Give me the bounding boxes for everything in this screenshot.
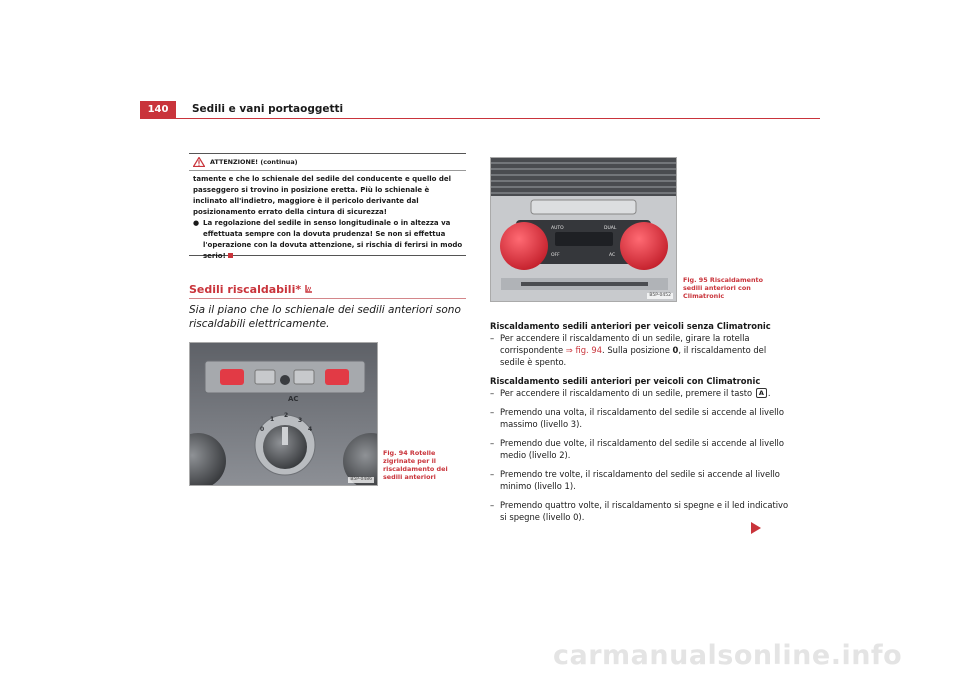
fig-94-link[interactable]: ⇒ fig. 94 xyxy=(565,345,603,355)
figure-95-code: B5P-0452 xyxy=(649,293,671,298)
figure-95-photo xyxy=(490,157,677,302)
step-dash: – xyxy=(490,438,495,448)
button-a-key: A xyxy=(756,388,767,398)
right-climatronic-knob-shape xyxy=(620,222,668,270)
figure-94-code: B5P-0486 xyxy=(350,477,372,482)
step-5 xyxy=(490,468,790,492)
warning-triangle-icon xyxy=(193,157,205,167)
bullet-icon: ● xyxy=(193,219,200,227)
left-climatronic-knob-shape xyxy=(500,222,548,270)
step-6-text: Premendo quattro volte, il riscaldamento si spegne e il led indicativo si spegne (livello 0). xyxy=(500,500,789,522)
step-1-text xyxy=(500,332,790,368)
warning-bullet-wrap xyxy=(203,218,465,262)
fig95-label-ac: AC xyxy=(609,253,616,258)
right-heat-roller-shape xyxy=(325,369,349,385)
step-dash: – xyxy=(490,407,495,417)
dial-number-3: 3 xyxy=(298,417,303,424)
end-of-warning-square-icon xyxy=(228,253,233,258)
step-1-position-zero: 0 xyxy=(672,345,679,355)
step-4 xyxy=(490,437,790,461)
warning-header-rule xyxy=(189,170,466,171)
step-dash: – xyxy=(490,469,495,479)
step-3 xyxy=(490,406,790,430)
watermark: carmanualsonline.info xyxy=(553,640,903,671)
warning-bullet: La regolazione del sedile in senso longitudinale o in altezza va effettuata sempre con la dovuta prudenza! Se non si effettua l'operazione con la dovuta attenzione, si rischia di ferirsi in modo serio! xyxy=(203,219,463,260)
warning-bullet-row xyxy=(193,218,465,262)
step-dash: – xyxy=(490,388,495,398)
step-1 xyxy=(490,332,790,368)
left-heat-roller-shape xyxy=(220,369,244,385)
step-1-part-a: Per accendere il riscaldamento di un sedile, girare la rotella corrispondente xyxy=(500,333,750,355)
figure-95-caption: Fig. 95 Riscaldamento sedili anteriori con Climatronic xyxy=(683,276,763,300)
page-header-title: Sedili e vani portaoggetti xyxy=(192,103,344,115)
heading-with-climatronic: Riscaldamento sedili anteriori per veicoli con Climatronic xyxy=(490,376,761,386)
figure-95-drawing xyxy=(491,158,677,302)
seat-heating-icon xyxy=(303,284,314,296)
section-heading-text: Sedili riscaldabili* xyxy=(189,283,302,296)
instructions xyxy=(490,320,790,523)
figure-94-caption: Fig. 94 Rotelle zigrinate per il riscaldamento dei sedili anteriori xyxy=(383,449,448,481)
figure-94-photo xyxy=(189,342,378,486)
step-4-text: Premendo due volte, il riscaldamento del sedile si accende al livello medio (livello 2). xyxy=(500,438,784,460)
section-rule xyxy=(189,298,466,299)
step-dash: – xyxy=(490,500,495,510)
fig95-label-auto: AUTO xyxy=(551,226,564,231)
dial-number-0: 0 xyxy=(260,426,265,433)
dial-number-2: 2 xyxy=(284,412,289,419)
step-2-text xyxy=(500,387,790,399)
dial-number-4: 4 xyxy=(308,426,313,433)
fig95-label-off: OFF xyxy=(551,253,560,258)
step-dash: – xyxy=(490,333,495,343)
step-2-part-a: Per accendere il riscaldamento di un sedile, premere il tasto xyxy=(500,388,755,398)
header-rule xyxy=(140,118,820,119)
page-number: 140 xyxy=(140,101,176,118)
warning-paragraph: tamente e che lo schienale del sedile del conducente e quello del passeggero si trovino in posizione eretta. Più lo schienale è inclinato all'indietro, maggiore è il pericolo derivante dal posizionamento errato della cintura di sicurezza! xyxy=(193,175,452,216)
figure-94-ac-label: AC xyxy=(288,395,299,403)
figure-94-drawing xyxy=(190,343,378,486)
warning-title: ATTENZIONE! (continua) xyxy=(210,158,298,166)
heading-without-climatronic: Riscaldamento sedili anteriori per veicoli senza Climatronic xyxy=(490,321,771,331)
step-6 xyxy=(490,499,790,523)
step-2-part-b: . xyxy=(767,388,771,398)
step-1-part-b: . Sulla posizione xyxy=(602,345,673,355)
dial-number-1: 1 xyxy=(270,416,275,423)
continue-arrow-icon xyxy=(751,522,761,534)
warning-body xyxy=(193,174,465,262)
step-2 xyxy=(490,387,790,399)
step-1-part-c: , il riscaldamento del sedile è spento. xyxy=(500,345,767,367)
fig95-label-dual: DUAL xyxy=(604,226,617,231)
step-3-text: Premendo una volta, il riscaldamento del sedile si accende al livello massimo (livello 3). xyxy=(500,407,784,429)
warning-header xyxy=(193,157,298,167)
section-heading xyxy=(189,283,314,297)
step-5-text: Premendo tre volte, il riscaldamento del sedile si accende al livello minimo (livello 1). xyxy=(500,469,780,491)
section-intro: Sia il piano che lo schienale dei sedili anteriori sono riscaldabili elettricamente. xyxy=(189,304,461,330)
